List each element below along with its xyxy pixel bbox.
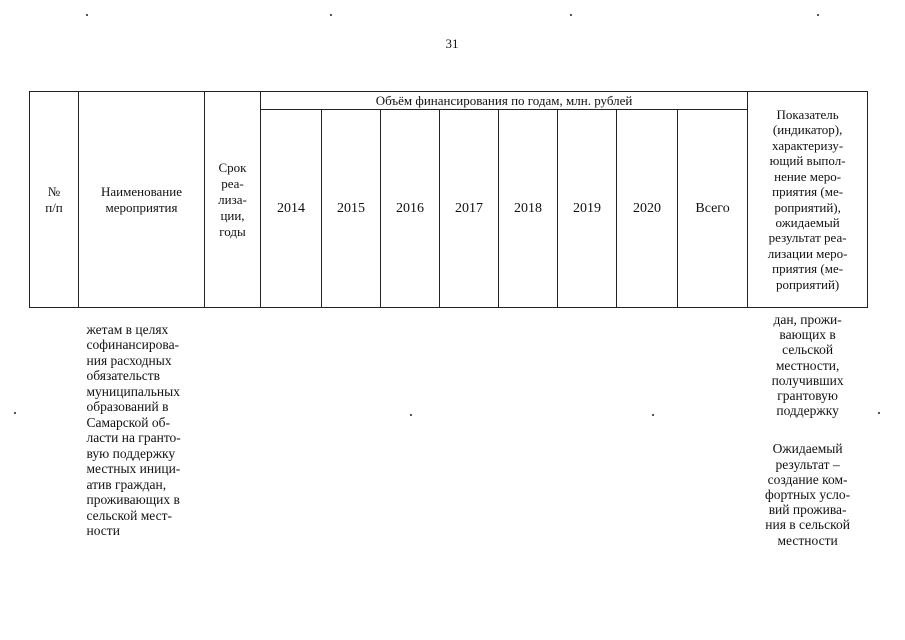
cell-num-empty <box>30 308 79 548</box>
header-term: Срок реа- лиза- ции, годы <box>205 92 261 308</box>
table-row <box>30 308 868 548</box>
scan-speck <box>652 414 654 416</box>
header-name: Наименование мероприятия <box>79 92 205 308</box>
indicator-continuation: дан, прожи- вающих в сельской местности, получивших грантовую поддержку Ожидаемый результат – создание ком- фортных усло- вий прожива- ния в сельской местности <box>748 308 868 548</box>
header-year-2016: 2016 <box>381 110 440 308</box>
header-year-2018: 2018 <box>499 110 558 308</box>
header-year-2015: 2015 <box>322 110 381 308</box>
scan-speck <box>817 14 819 16</box>
page-number: 31 <box>445 36 459 51</box>
header-year-2014: 2014 <box>261 110 322 308</box>
scan-speck <box>410 414 412 416</box>
scan-speck <box>330 14 332 16</box>
header-year-2019: 2019 <box>558 110 617 308</box>
header-year-2020: 2020 <box>617 110 678 308</box>
header-indicator: Показатель (индикатор), характеризу- ющий выпол- нение меро- приятия (ме- роприятий), ожидаемый результат реа- лизации меро- приятия (ме- роприятий) <box>748 92 868 308</box>
header-year-2017: 2017 <box>440 110 499 308</box>
header-total: Всего <box>678 110 748 308</box>
cell-values-empty <box>205 308 748 548</box>
scan-speck <box>86 14 88 16</box>
scan-speck <box>570 14 572 16</box>
event-name-continuation: жетам в целях софинансирова- ния расходных обязательств муниципальных образований в Самарской об- ласти на гранто- вую поддержку местных иници- атив граждан, проживающих в сельской мест- ности <box>86 321 181 539</box>
expected-result: Ожидаемый результат – создание ком- фортных усло- вий прожива- ния в сельской местности <box>765 441 851 548</box>
scan-speck <box>878 412 880 414</box>
financing-table <box>29 91 868 548</box>
header-financing-title: Объём финансирования по годам, млн. рублей <box>261 92 748 110</box>
header-num: № п/п <box>30 92 79 308</box>
scan-speck <box>14 412 16 414</box>
